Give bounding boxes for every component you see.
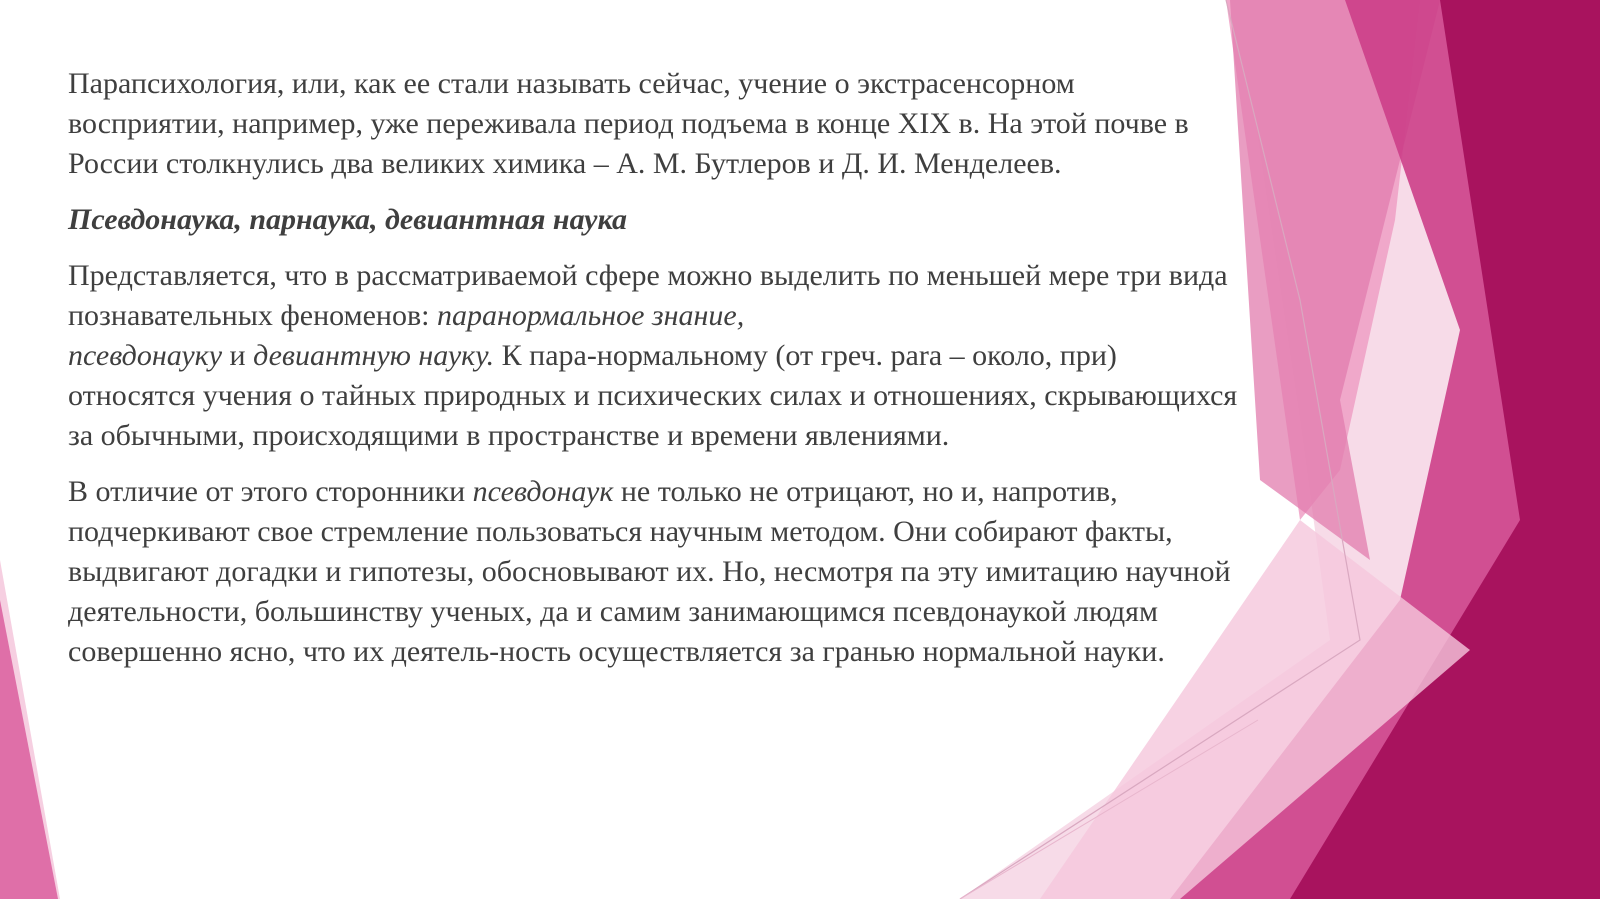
section-heading: Псевдонаука, парнаука, девиантная наука [68, 203, 627, 236]
text-run: В отличие от этого сторонники [68, 475, 473, 508]
slide-content [68, 64, 1238, 688]
emphasis-pseudoscience: псевдонауку [68, 339, 223, 372]
text-run: Представляется, что в рассматриваемой сфере можно выделить по меньшей мере три вида познавательных феноменов: [68, 259, 1228, 332]
emphasis-pseudosciences: псевдонаук [472, 475, 614, 508]
text-run: К пара-нормальному (от греч. para – около, при) относятся учения о тайных природных и психических силах и отношениях, скрывающихся за обычными, происходящими в пространстве и времени явлениями. [68, 339, 1238, 452]
emphasis-deviant-science: девиантную науку. [253, 339, 495, 372]
paragraph-pseudoscience [68, 472, 1238, 672]
paragraph-phenomena [68, 256, 1238, 456]
text-run: не только не отрицают, но и, напротив, подчеркивают свое стремление пользоваться научным методом. Они собирают факты, выдвигают догадки и гипотезы, обосновывают их. Но, несмотря па эту имитацию научной деятельности, большинству ученых, да и самим занимающимся псевдонаукой людям совершенно ясно, что их деятель-ность осуществляется за гранью нормальной науки. [68, 475, 1231, 668]
emphasis-paranormal: паранормальное знание, [436, 299, 745, 332]
paragraph-parapsychology: Парапсихология, или, как ее стали называть сейчас, учение о экстрасенсорном восприятии, например, уже переживала период подъема в конце XIX в. На этой почве в России столкнулись два великих химика – А. М. Бутлеров и Д. И. Менделеев. [68, 67, 1189, 180]
text-run: и [222, 339, 254, 372]
